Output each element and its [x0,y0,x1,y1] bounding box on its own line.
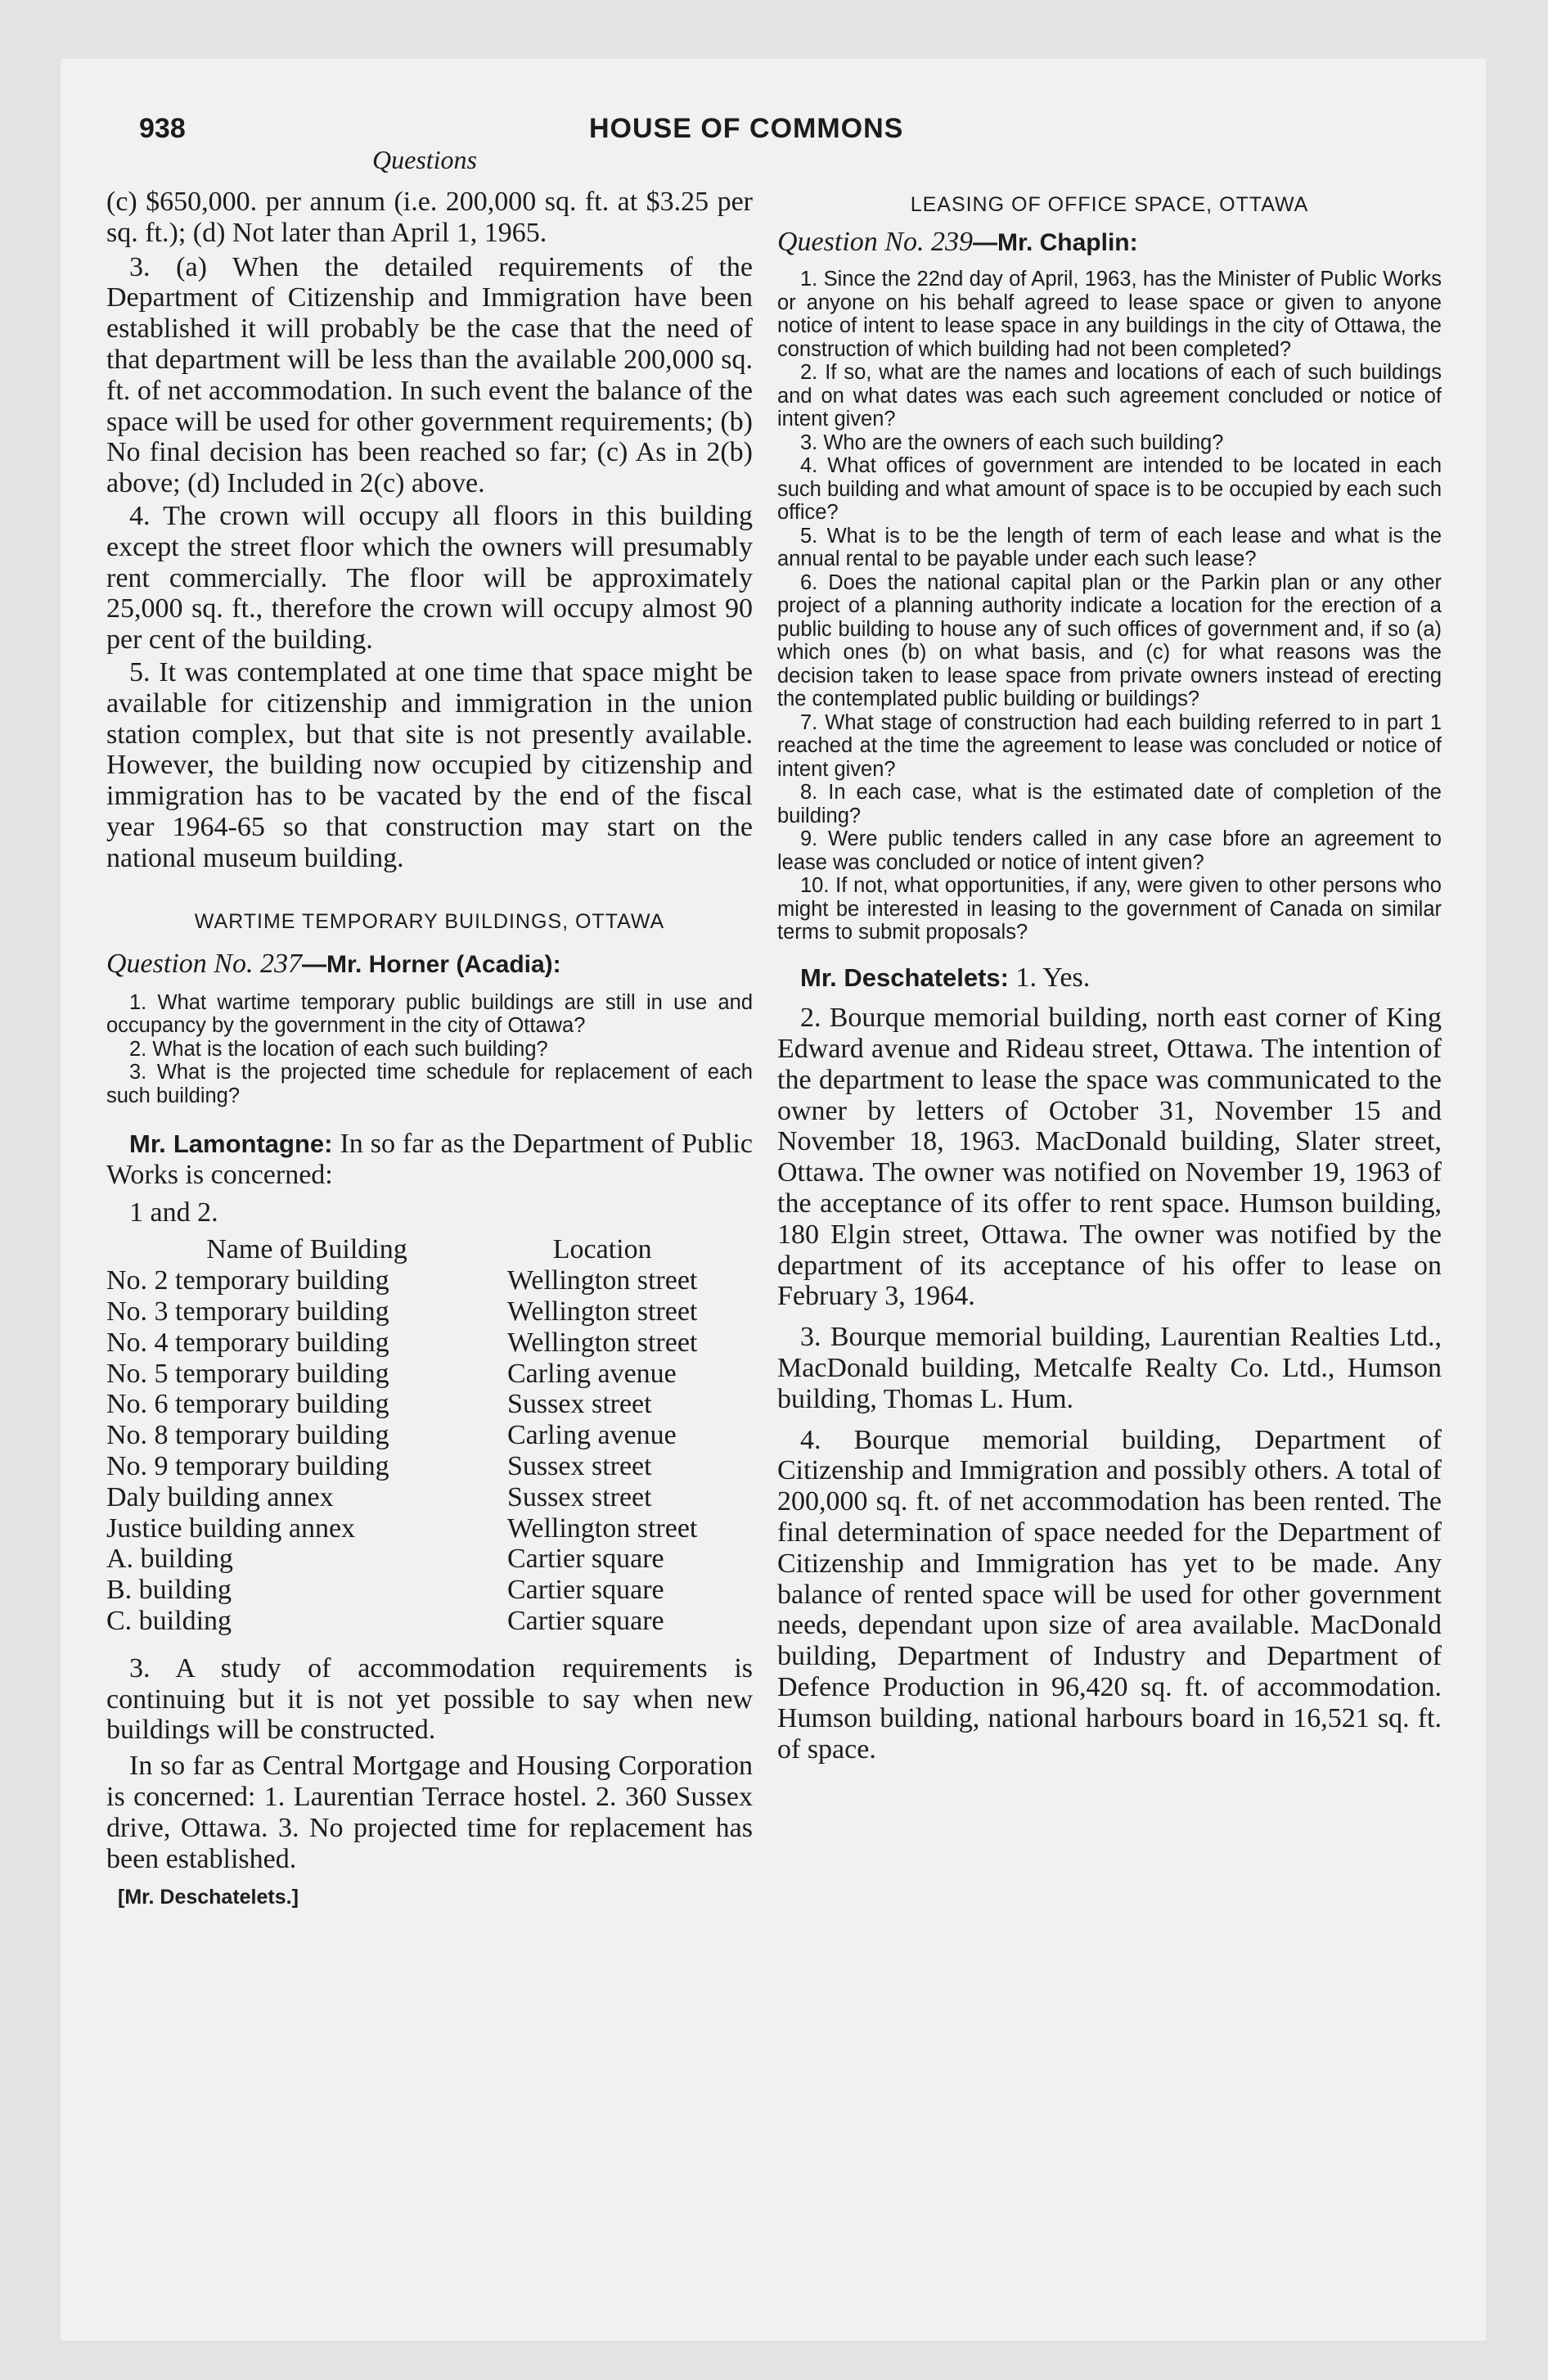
table-row [106,1265,697,1296]
building-name: No. 4 temporary building [106,1327,389,1358]
answer-paragraph-5: 5. It was contemplated at one time that space might be available for citizenship and immigration in the union station complex, but that site is not presently available. However, the building now occupied by citizenship and immigration has to be vacated by the end of the fiscal year 1964-65 so that construction may start on the national museum building. [106,656,753,873]
building-name: No. 9 temporary building [106,1451,389,1481]
building-location: Sussex street [507,1451,652,1481]
table-row [106,1513,697,1544]
building-name: No. 5 temporary building [106,1358,389,1389]
page-number: 938 [139,113,186,144]
answer-3-study: 3. A study of accommodation requirements is continuing but it is not yet possible to say when new buildings will be constructed. [106,1652,753,1746]
question-list [777,268,1442,944]
answer-deschatelets [777,962,1442,994]
building-name: No. 6 temporary building [106,1389,389,1420]
speaker-name: Mr. Deschatelets: [800,962,1009,992]
question-item: 8. In each case, what is the estimated date of completion of the building? [777,781,1442,827]
question-item: 1. What wartime temporary public buildings are still in use and occupancy by the government in the city of Ottawa? [106,990,753,1038]
table-row [106,1451,697,1482]
question-item: 3. Who are the owners of each such building? [800,430,1224,454]
answer-2: 2. Bourque memorial building, north east corner of King Edward avenue and Rideau street, Ottawa. The intention of the department to lease the space was communicated to the owner by letters of October 31, November 15 and November 18, 1963. MacDonald building, Slater street, Ottawa. The owner was notified on November 19, 1963 of the acceptance of its offer to rent space. Humson building, 180 Elgin street, Ottawa. The owner was notified by the department of its acceptance of his offer to lease on February 3, 1964. [777,1003,1442,1312]
building-location: Cartier square [507,1575,664,1606]
table-header-row [106,1234,697,1265]
running-head: HOUSE OF COMMONS [589,113,904,144]
answer-1: 1. Yes. [1009,962,1091,993]
building-name: No. 3 temporary building [106,1296,389,1327]
question-number: Question No. 237 [106,948,302,979]
table-row [106,1296,697,1327]
question-239-line [777,227,1442,258]
question-237-line [106,949,753,980]
table-row [106,1389,697,1420]
answer-paragraph-4: 4. The crown will occupy all floors in this building except the street floor which the owners will presumably rent commercially. The floor will be approximately 25,000 sq. ft., therefore the crown will occupy almost 90 per cent of the building. [106,500,753,656]
question-item: 1. Since the 22nd day of April, 1963, has the Minister of Public Works or anyone on his behalf agreed to lease space or given to anyone notice of intent to lease space in any buildings in the city of Ottawa, the construction of which building had not been completed? [777,268,1442,361]
question-item: 3. What is the projected time schedule for replacement of each such building? [106,1061,753,1107]
question-item: 2. What is the location of each such building? [129,1037,548,1061]
answer-1-and-2: 1 and 2. [129,1197,218,1228]
speaker-name: Mr. Lamontagne: [129,1129,333,1159]
section-label: Questions [372,145,477,174]
building-location: Wellington street [507,1265,698,1296]
table-row [106,1606,697,1637]
signature: [Mr. Deschatelets.] [118,1886,299,1909]
building-name: C. building [106,1605,232,1636]
building-location: Wellington street [507,1296,698,1327]
building-location: Sussex street [507,1481,652,1512]
building-location: Wellington street [507,1327,698,1358]
building-location: Cartier square [507,1605,664,1636]
question-asker: —Mr. Chaplin: [972,229,1138,256]
table-row [106,1544,697,1575]
right-column [777,187,1442,1765]
building-location: Cartier square [507,1544,664,1575]
question-number: Question No. 239 [777,227,973,257]
question-item: 9. Were public tenders called in any case bfore an agreement to lease was concluded or notice of intent given? [777,827,1442,874]
answer-cmhc: In so far as Central Mortgage and Housing Corporation is concerned: 1. Laurentian Terrace hostel. 2. 360 Sussex drive, Ottawa. 3. No projected time for replacement has been established. [106,1751,753,1874]
section-heading-wartime: WARTIME TEMPORARY BUILDINGS, OTTAWA [194,909,665,933]
building-location: Carling avenue [507,1358,677,1389]
question-asker: —Mr. Horner (Acadia): [301,950,561,978]
section-heading-leasing: LEASING OF OFFICE SPACE, OTTAWA [910,193,1309,216]
answer-4: 4. Bourque memorial building, Department of Citizenship and Immigration and possibly others. A total of 200,000 sq. ft. of net accommodation has been rented. The final determination of space needed for the Department of Citizenship and Immigration has yet to be made. Any balance of rented space will be used for other government needs, dependant upon size of area available. MacDonald building, Department of Industry and Department of Defence Production in 96,420 sq. ft. of accommodation. Humson building, national harbours board in 16,521 sq. ft. of space. [777,1424,1442,1765]
question-item: 5. What is to be the length of term of each lease and what is the annual rental to be payable under each such lease? [777,524,1442,570]
question-item: 7. What stage of construction had each building referred to in part 1 reached at the time the agreement to lease was concluded or notice of intent given? [777,710,1442,781]
answer-3: 3. Bourque memorial building, Laurentian Realties Ltd., MacDonald building, Metcalfe Realty Co. Ltd., Humson building, Thomas L. Hum. [777,1322,1442,1414]
building-name: B. building [106,1575,232,1606]
building-location: Carling avenue [507,1420,677,1451]
answer-lamontagne [106,1129,753,1191]
table-row [106,1359,697,1390]
building-name: Daly building annex [106,1481,334,1512]
answer-paragraph-3: 3. (a) When the detailed requirements of the Department of Citizenship and Immigration have been established it will probably be the case that the need of that department will be less than the available 200,000 sq. ft. of net accommodation. In such event the balance of the space will be used for other government requirements; (b) No final decision has been reached so far; (c) As in 2(b) above; (d) Included in 2(c) above. [106,251,753,499]
building-location: Sussex street [507,1389,652,1420]
table-row [106,1575,697,1606]
question-item: 10. If not, what opportunities, if any, were given to other persons who might be interested in leasing to the government of Canada on similar terms to submit proposals? [777,874,1442,944]
buildings-table [106,1234,697,1636]
question-item: 6. Does the national capital plan or the Parkin plan or any other project of a planning authority indicate a location for the erection of a public building to house any of such offices of government and, if so (a) which ones (b) on what basis, and (c) for what reasons was the decision taken to lease space from private owners instead of erecting the contemplated public building or buildings? [777,570,1442,710]
answer-continuation: (c) $650,000. per annum (i.e. 200,000 sq. ft. at $3.25 per sq. ft.); (d) Not later than April 1, 1965. [106,187,753,248]
left-column [106,187,753,1909]
building-name: A. building [106,1544,233,1575]
building-name: No. 2 temporary building [106,1265,389,1296]
table-row [106,1420,697,1451]
answer-intro: In so far as the Department of Public Works is concerned: [106,1129,754,1190]
table-row [106,1482,697,1513]
question-item: 4. What offices of government are intended to be located in each such building and what amount of space is to be occupied by each such office? [777,454,1442,524]
building-name: No. 8 temporary building [106,1420,389,1451]
column-header-location: Location [552,1234,652,1265]
building-name: Justice building annex [106,1512,356,1544]
table-row [106,1327,697,1359]
building-location: Wellington street [507,1512,698,1544]
column-header-name: Name of Building [206,1234,407,1265]
question-item: 2. If so, what are the names and locations of each of such buildings and on what dates was each such agreement concluded or notice of intent given? [777,361,1442,430]
